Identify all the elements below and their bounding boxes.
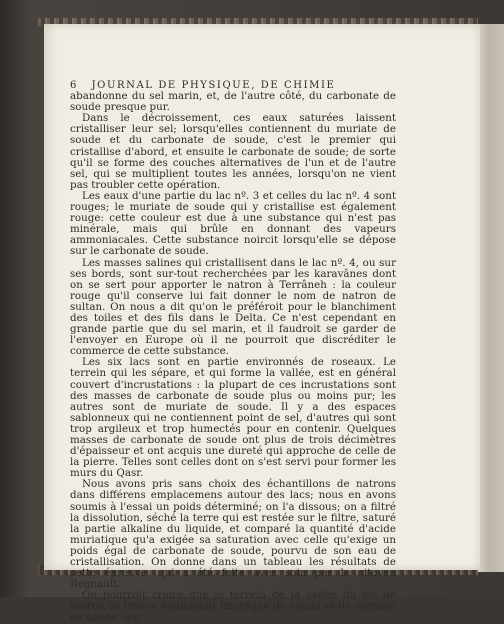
paragraph: Nous avons pris sans choix des échantillons de natrons dans différens emplacemens autour des lacs; nous en avons soumis à l'essai un poids déterminé; on l'a dissous; on a filtré la dissolution, séché la terre qui est restée sur le filtre, saturé la partie alkaline du liquide, et comparé la quantité d'acide muriatique qu'a exigée sa saturation avec celle qu'exige un poids égal de carbonate de soude, pourvu de son eau de cristallisation. On donne dans un tableau les résultats de cette épreuve, qui a été faite avec soin par le citoyen Regnault. [70, 478, 396, 591]
paragraph: abandonne du sel marin, et, de l'autre côté, du carbonate de soude presque pur. [70, 90, 396, 114]
page-text [70, 80, 396, 624]
paragraph: On pourroit croire que le terrein de la vallée du lac de natron se trouve également imprégné de soude et de muriate de soude, qui [70, 589, 396, 624]
paragraph: Les six lacs sont en partie environnés de roseaux. Le terrein qui les sépare, et qui forme la vallée, est en général couvert d'incrustations : la plupart de ces incrustations sont des masses de carbonate de soude plus ou moins pur; les autres sont de muriate de soude. Il y a des espaces sablonneux qui ne contiennent point de sel, d'autres qui sont trop argileux et trop humectés pour en contenir. Quelques masses de carbonate de soude ont plus de trois décimètres d'épaisseur et ont acquis une dureté qui approche de celle de la pierre. Telles sont celles dont on s'est servi pour former les murs du Qasr. [70, 356, 396, 480]
page-number: 6 [70, 80, 78, 91]
paragraph: Dans le décroissement, ces eaux saturées laissent cristalliser leur sel; lorsqu'elles contiennent du muriate de soude et du carbonate de soude, c'est le premier qui cristallise d'abord, et ensuite le carbonate de soude; de sorte qu'il se forme des couches alternatives de l'un et de l'autre sel, qui se multiplient toutes les années, lorsqu'on ne vient pas troubler cette opération. [70, 112, 396, 191]
page-stack-edge [478, 24, 504, 572]
paragraph: Les masses salines qui cristallisent dans le lac nº. 4, ou sur ses bords, sont sur-tout recherchées par les karavânes dont on se sert pour apporter le natron à Terrâneh : la couleur rouge qu'il conserve lui fait donner le nom de natron de sultan. On nous a dit qu'on le préféroit pour le blanchiment des toiles et des fils dans le Delta. Ce n'est cependant en grande partie que du sel marin, et il faudroit se garder de l'envoyer en Europe où il ne pourroit que discréditer le commerce de cette substance. [70, 256, 396, 358]
paragraph: Les eaux d'une partie du lac nº. 3 et celles du lac nº. 4 sont rouges; le muriate de soude qui y cristallise est également rouge: cette couleur est due à une substance qui n'est pas minérale, mais qui brûle en donnant des vapeurs ammoniacales. Cette substance noircit lorsqu'elle se dépose sur le carbonate de soude. [70, 189, 396, 258]
running-title: JOURNAL DE PHYSIQUE, DE CHIMIE [91, 80, 336, 91]
